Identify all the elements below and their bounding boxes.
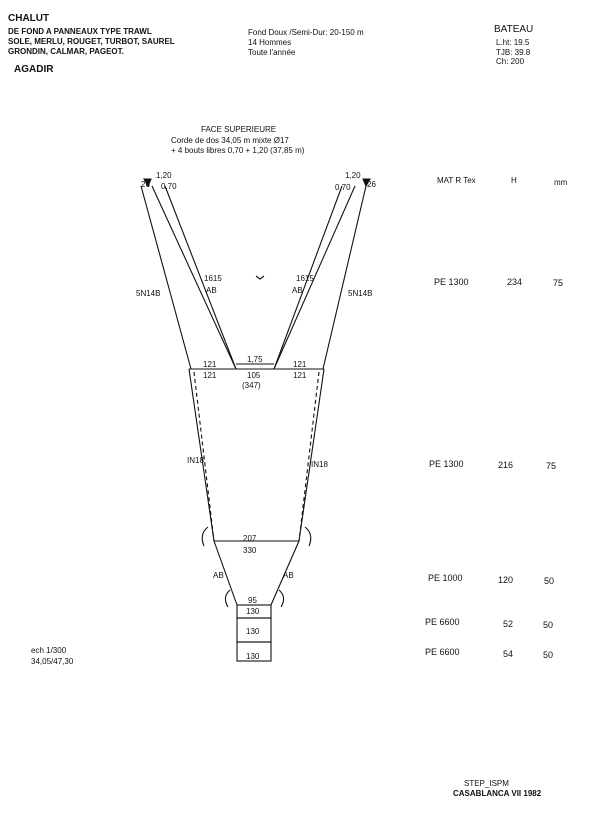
belly-right-cut: IN18 bbox=[311, 460, 328, 469]
table-header-mesh: mm bbox=[554, 178, 568, 187]
table-row-1-material: PE 1300 bbox=[434, 277, 469, 287]
left-wing-inner-number: 1615 bbox=[204, 274, 222, 283]
boat-horsepower: Ch: 200 bbox=[496, 57, 525, 66]
rope-ratio: 34,05/47,30 bbox=[31, 657, 74, 666]
port-location: AGADIR bbox=[14, 64, 54, 75]
right-wing-outline bbox=[274, 186, 366, 369]
table-row-1-mesh: 75 bbox=[553, 278, 564, 288]
codend-section-1-meshes: 130 bbox=[246, 607, 260, 616]
belly-total-meshes: (347) bbox=[242, 381, 261, 390]
table-row-3-mesh: 50 bbox=[544, 576, 555, 586]
right-wing-tip-length: 1,20 bbox=[345, 171, 361, 180]
boat-heading: BATEAU bbox=[494, 24, 534, 35]
table-row-2-mesh: 75 bbox=[546, 461, 557, 471]
boat-tonnage: TJB: 39.8 bbox=[496, 48, 531, 57]
codend-section-3-meshes: 130 bbox=[246, 652, 260, 661]
fishing-season: Toute l'année bbox=[248, 48, 296, 57]
table-row-5-mesh: 50 bbox=[543, 650, 554, 660]
table-row-4-material: PE 6600 bbox=[425, 617, 460, 627]
left-wing-inner-edge bbox=[152, 186, 236, 369]
right-wing-inner-number: 1615 bbox=[296, 274, 314, 283]
right-wing-tip-meshes: 26 bbox=[367, 180, 376, 189]
face-title: FACE SUPERIEURE bbox=[201, 125, 277, 134]
institute-name: STEP_ISPM bbox=[464, 779, 509, 788]
table-row-1-height: 234 bbox=[507, 277, 523, 287]
left-extension-curved-arrow bbox=[225, 590, 230, 607]
left-joint-curved-arrow bbox=[202, 527, 208, 546]
belly-top-meshes: 105 bbox=[247, 371, 261, 380]
codend-top-meshes: 95 bbox=[248, 596, 257, 605]
square-width: 1,75 bbox=[247, 355, 263, 364]
right-wing-free-end: 0,70 bbox=[335, 183, 351, 192]
extension-left-cut: AB bbox=[213, 571, 224, 580]
right-wing-inner-edge bbox=[274, 186, 355, 369]
extension-right-cut: AB bbox=[283, 571, 294, 580]
belly-left-side bbox=[189, 369, 214, 541]
trawl-title: CHALUT bbox=[8, 13, 50, 24]
drawing-scale: ech 1/300 bbox=[31, 646, 67, 655]
headline-free-ends: + 4 bouts libres 0,70 + 1,20 (37,85 m) bbox=[171, 146, 305, 155]
belly-left-lower: 121 bbox=[203, 371, 217, 380]
left-wing-free-end: 0,70 bbox=[161, 182, 177, 191]
right-wing-inner-cut: AB bbox=[292, 286, 303, 295]
belly-right-upper: 121 bbox=[293, 360, 307, 369]
table-row-4-height: 52 bbox=[503, 619, 514, 629]
center-mark bbox=[256, 276, 264, 279]
belly-left-upper: 121 bbox=[203, 360, 217, 369]
table-row-3-height: 120 bbox=[498, 575, 514, 585]
boat-length: L.ht: 19.5 bbox=[496, 38, 530, 47]
target-species-line-2: GRONDIN, CALMAR, PAGEOT. bbox=[8, 47, 124, 56]
lower-top-meshes: 207 bbox=[243, 534, 257, 543]
table-row-5-height: 54 bbox=[503, 649, 514, 659]
table-row-4-mesh: 50 bbox=[543, 620, 554, 630]
right-wing-outer-cut: 5N14B bbox=[348, 289, 373, 298]
right-joint-curved-arrow bbox=[305, 527, 311, 546]
left-wing-tip-length: 1,20 bbox=[156, 171, 172, 180]
table-row-2-height: 216 bbox=[498, 460, 514, 470]
belly-right-dashed bbox=[299, 372, 319, 541]
headline-rope: Corde de dos 34,05 m mixte Ø17 bbox=[171, 136, 289, 145]
target-species-line-1: SOLE, MERLU, ROUGET, TURBOT, SAUREL bbox=[8, 37, 175, 46]
left-wing-outer-cut: 5N14B bbox=[136, 289, 161, 298]
place-and-date: CASABLANCA VII 1982 bbox=[453, 789, 542, 798]
trawl-subtitle: DE FOND A PANNEAUX TYPE TRAWL bbox=[8, 27, 152, 36]
belly-right-side bbox=[299, 369, 324, 541]
table-header-height: H bbox=[511, 176, 517, 185]
table-header-material: MAT R Tex bbox=[437, 176, 476, 185]
left-wing-tip-meshes: 26 bbox=[141, 180, 150, 189]
table-row-3-material: PE 1000 bbox=[428, 573, 463, 583]
table-row-5-material: PE 6600 bbox=[425, 647, 460, 657]
lower-bottom-meshes: 330 bbox=[243, 546, 257, 555]
table-row-2-material: PE 1300 bbox=[429, 459, 464, 469]
fishing-ground: Fond Doux /Semi-Dur: 20-150 m bbox=[248, 28, 364, 37]
left-wing-inner-cut: AB bbox=[206, 286, 217, 295]
belly-left-cut: IN18 bbox=[187, 456, 204, 465]
crew-count: 14 Hommes bbox=[248, 38, 292, 47]
belly-right-lower: 121 bbox=[293, 371, 307, 380]
codend-section-2-meshes: 130 bbox=[246, 627, 260, 636]
right-extension-curved-arrow bbox=[279, 590, 284, 607]
